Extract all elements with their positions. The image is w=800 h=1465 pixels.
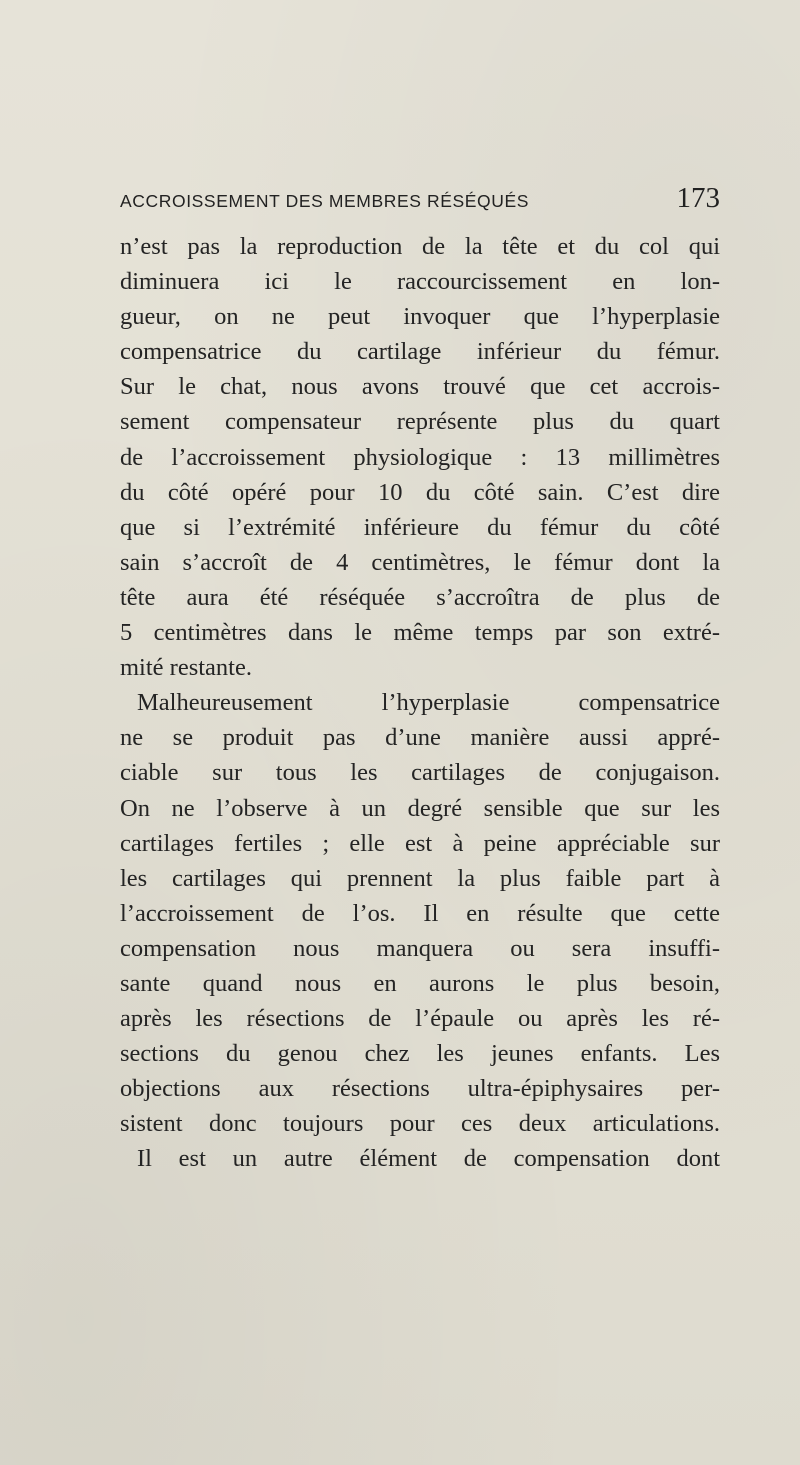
text-line: objections aux résections ultra-épiphysaires per- bbox=[120, 1075, 720, 1103]
text-line: gueur, on ne peut invoquer que l’hyperplasie bbox=[120, 303, 720, 331]
text-line: l’accroissement de l’os. Il en résulte que cette bbox=[120, 899, 720, 927]
text-line: cartilages fertiles ; elle est à peine appréciable sur bbox=[120, 829, 720, 857]
running-header bbox=[120, 182, 720, 226]
text-line: Il est un autre élément de compensation dont bbox=[137, 1145, 720, 1173]
text-line: que si l’extrémité inférieure du fémur du côté bbox=[120, 513, 720, 541]
text-line: sections du genou chez les jeunes enfants. Les bbox=[120, 1040, 720, 1068]
text-line: Sur le chat, nous avons trouvé que cet accrois- bbox=[120, 373, 720, 401]
text-line: sistent donc toujours pour ces deux articulations. bbox=[120, 1110, 720, 1138]
text-line: Malheureusement l’hyperplasie compensatrice bbox=[137, 689, 720, 717]
text-line: tête aura été réséquée s’accroîtra de plus de bbox=[120, 583, 720, 611]
text-line: après les résections de l’épaule ou après les ré- bbox=[120, 1005, 720, 1033]
body-text bbox=[120, 229, 720, 1177]
text-line: ne se produit pas d’une manière aussi appré- bbox=[120, 724, 720, 752]
text-line: diminuera ici le raccourcissement en lon- bbox=[120, 268, 720, 296]
page-number: 173 bbox=[676, 182, 720, 214]
text-line: compensatrice du cartilage inférieur du fémur. bbox=[120, 338, 720, 366]
text-line: On ne l’observe à un degré sensible que sur les bbox=[120, 794, 720, 822]
text-line: ciable sur tous les cartilages de conjugaison. bbox=[120, 759, 720, 787]
text-line: n’est pas la reproduction de la tête et du col qui bbox=[120, 233, 720, 260]
text-line: les cartilages qui prennent la plus faible part à bbox=[120, 864, 720, 892]
text-line: mité restante. bbox=[120, 654, 252, 682]
text-line: compensation nous manquera ou sera insuffi- bbox=[120, 934, 720, 962]
text-line: sante quand nous en aurons le plus besoin, bbox=[120, 969, 720, 997]
text-line: du côté opéré pour 10 du côté sain. C’est dire bbox=[120, 478, 720, 506]
text-line: 5 centimètres dans le même temps par son extré- bbox=[120, 619, 720, 647]
chapter-title: ACCROISSEMENT DES MEMBRES RÉSÉQUÉS bbox=[120, 191, 530, 211]
text-line: de l’accroissement physiologique : 13 millimètres bbox=[120, 443, 720, 471]
text-line: sain s’accroît de 4 centimètres, le fémur dont la bbox=[120, 548, 720, 576]
text-line: sement compensateur représente plus du quart bbox=[120, 408, 720, 436]
